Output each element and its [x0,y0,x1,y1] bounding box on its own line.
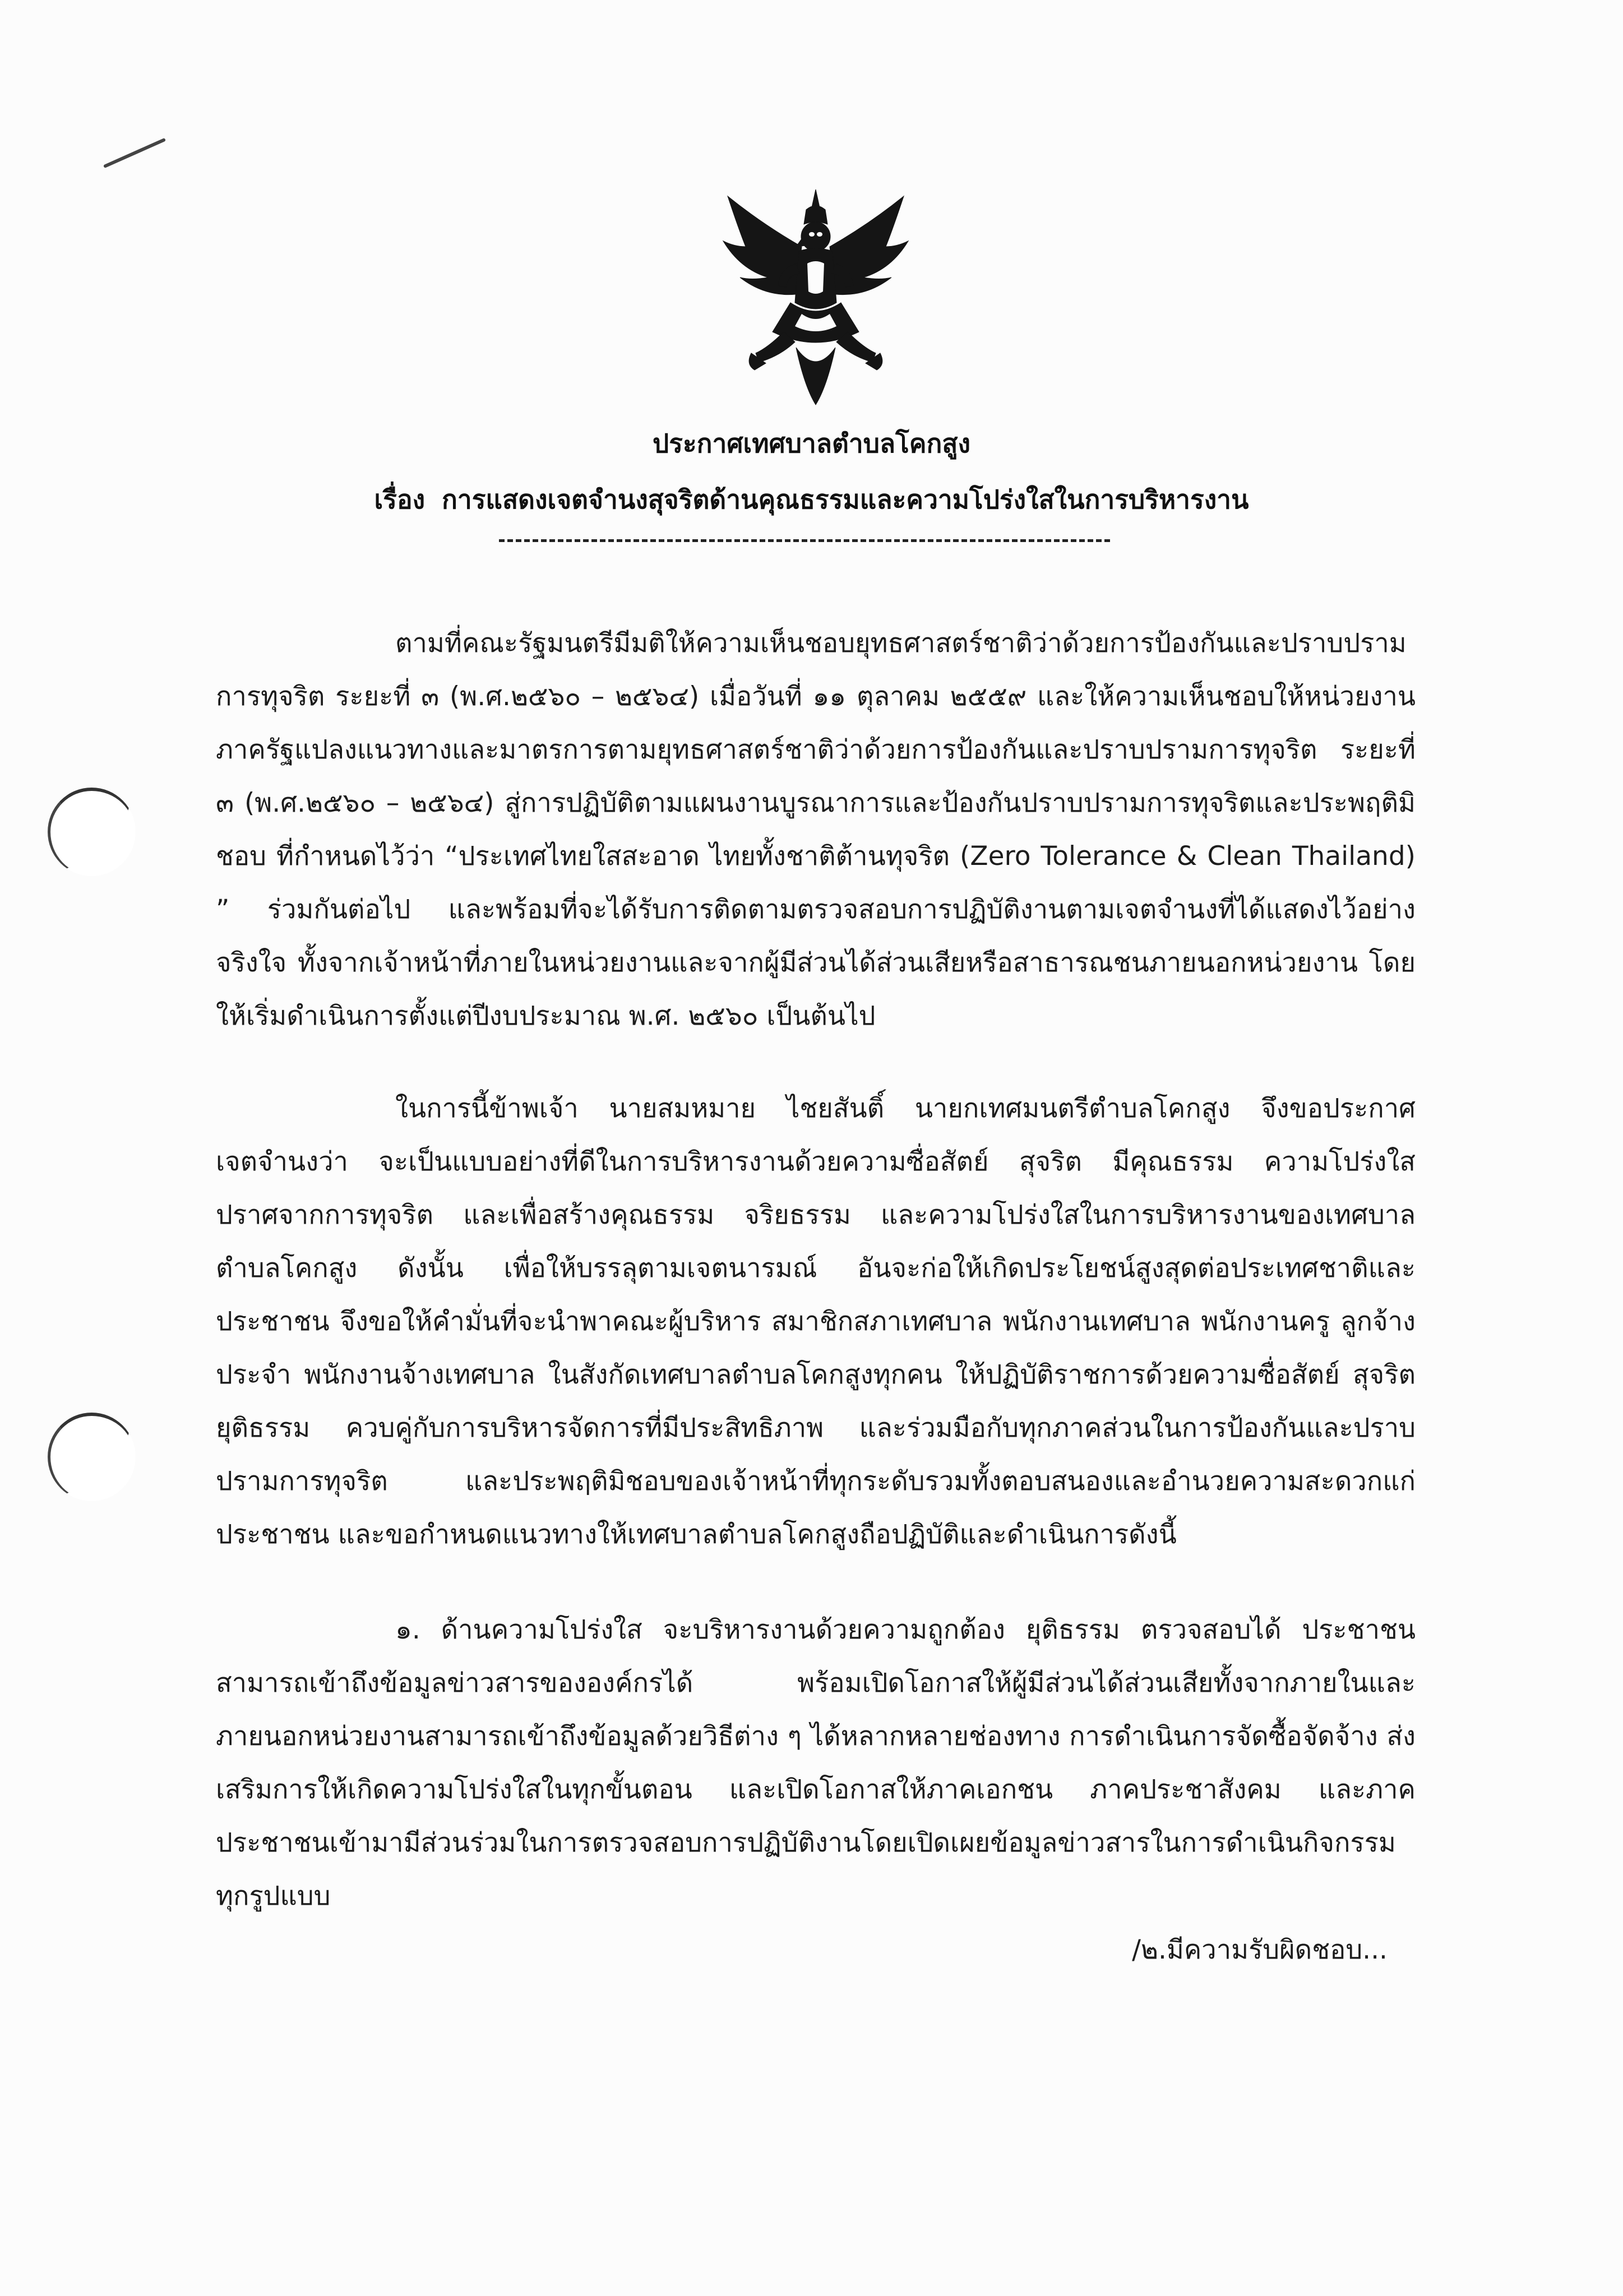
paragraph-2 [216,1082,1416,1561]
pen-mark [103,138,166,168]
paragraph-2-text: ในการนี้ข้าพเจ้า นายสมหมาย ไชยสันติ์ นายกเทศมนตรีตำบลโคกสูง จึงขอประกาศเจตจำนงว่า จะเป็นแบบอย่างที่ดีในการบริหารงานด้วยความซื่อสัตย์ สุจริต มีคุณธรรม ความโปร่งใส ปราศจากการทุจริต และเพื่อสร้างคุณธรรม จริยธรรม และความโปร่งใสในการบริหารงานของเทศบาลตำบลโคกสูง ดังนั้น เพื่อให้บรรลุตามเจตนารมณ์ อันจะก่อให้เกิดประโยชน์สูงสุดต่อประเทศชาติและประชาชน จึงขอให้คำมั่นที่จะนำพาคณะผู้บริหาร สมาชิกสภาเทศบาล พนักงานเทศบาล พนักงานครู ลูกจ้างประจำ พนักงานจ้างเทศบาล ในสังกัดเทศบาลตำบลโคกสูงทุกคน ให้ปฏิบัติราชการด้วยความซื่อสัตย์ สุจริต ยุติธรรม ควบคู่กับการบริหารจัดการที่มีประสิทธิภาพ และร่วมมือกับทุกภาคส่วนในการป้องกันและปราบปรามการทุจริต และประพฤติมิชอบของเจ้าหน้าที่ทุกระดับรวมทั้งตอบสนองและอำนวยความสะดวกแก่ประชาชน และขอกำหนดแนวทางให้เทศบาลตำบลโคกสูงถือปฏิบัติและดำเนินการดังนี้ [216,1093,1416,1550]
document-subject [0,479,1623,520]
punch-hole-bottom [48,1413,136,1501]
subject-label: เรื่อง [374,484,426,515]
paragraph-3-text: ๑. ด้านความโปร่งใส จะบริหารงานด้วยความถูกต้อง ยุติธรรม ตรวจสอบได้ ประชาชนสามารถเข้าถึงข้อมูลข่าวสารขององค์กรได้ พร้อมเปิดโอกาสให้ผู้มีส่วนได้ส่วนเสียทั้งจากภายในและภายนอกหน่วยงานสามารถเข้าถึงข้อมูลด้วยวิธีต่าง ๆ ได้หลากหลายช่องทาง การดำเนินการจัดซื้อจัดจ้าง ส่งเสริมการให้เกิดความโปร่งใสในทุกขั้นตอน และเปิดโอกาสให้ภาคเอกชน ภาคประชาสังคม และภาคประชาชนเข้ามามีส่วนร่วมในการตรวจสอบการปฏิบัติงานโดยเปิดเผยข้อมูลข่าวสารในการดำเนินกิจกรรมทุกรูปแบบ [216,1614,1416,1911]
dashed-separator [499,539,1110,542]
paragraph-3 [216,1603,1416,1923]
continuation-note: /๒.มีความรับผิดชอบ... [1132,1934,1388,1965]
paragraph-1 [216,617,1416,1043]
garuda-emblem-icon [712,185,919,409]
document-title: ประกาศเทศบาลตำบลโคกสูง [653,428,970,459]
subject-text: การแสดงเจตจำนงสุจริตด้านคุณธรรมและความโปร่งใสในการบริหารงาน [442,484,1249,515]
punch-hole-top [48,788,136,876]
paragraph-1-text: ตามที่คณะรัฐมนตรีมีมติให้ความเห็นชอบยุทธศาสตร์ชาติว่าด้วยการป้องกันและปราบปรามการทุจริต ระยะที่ ๓ (พ.ศ.๒๕๖๐ – ๒๕๖๔) เมื่อวันที่ ๑๑ ตุลาคม ๒๕๕๙ และให้ความเห็นชอบให้หน่วยงานภาครัฐแปลงแนวทางและมาตรการตามยุทธศาสตร์ชาติว่าด้วยการป้องกันและปราบปรามการทุจริต ระยะที่ ๓ (พ.ศ.๒๕๖๐ – ๒๕๖๔) สู่การปฏิบัติตามแผนงานบูรณาการและป้องกันปราบปรามการทุจริตและประพฤติมิชอบ ที่กำหนดไว้ว่า “ประเทศไทยใสสะอาด ไทยทั้งชาติต้านทุจริต (Zero Tolerance & Clean Thailand) ” ร่วมกันต่อไป และพร้อมที่จะได้รับการติดตามตรวจสอบการปฏิบัติงานตามเจตจำนงที่ได้แสดงไว้อย่างจริงใจ ทั้งจากเจ้าหน้าที่ภายในหน่วยงานและจากผู้มีส่วนได้ส่วนเสียหรือสาธารณชนภายนอกหน่วยงาน โดยให้เริ่มดำเนินการตั้งแต่ปีงบประมาณ พ.ศ. ๒๕๖๐ เป็นต้นไป [216,628,1416,1031]
